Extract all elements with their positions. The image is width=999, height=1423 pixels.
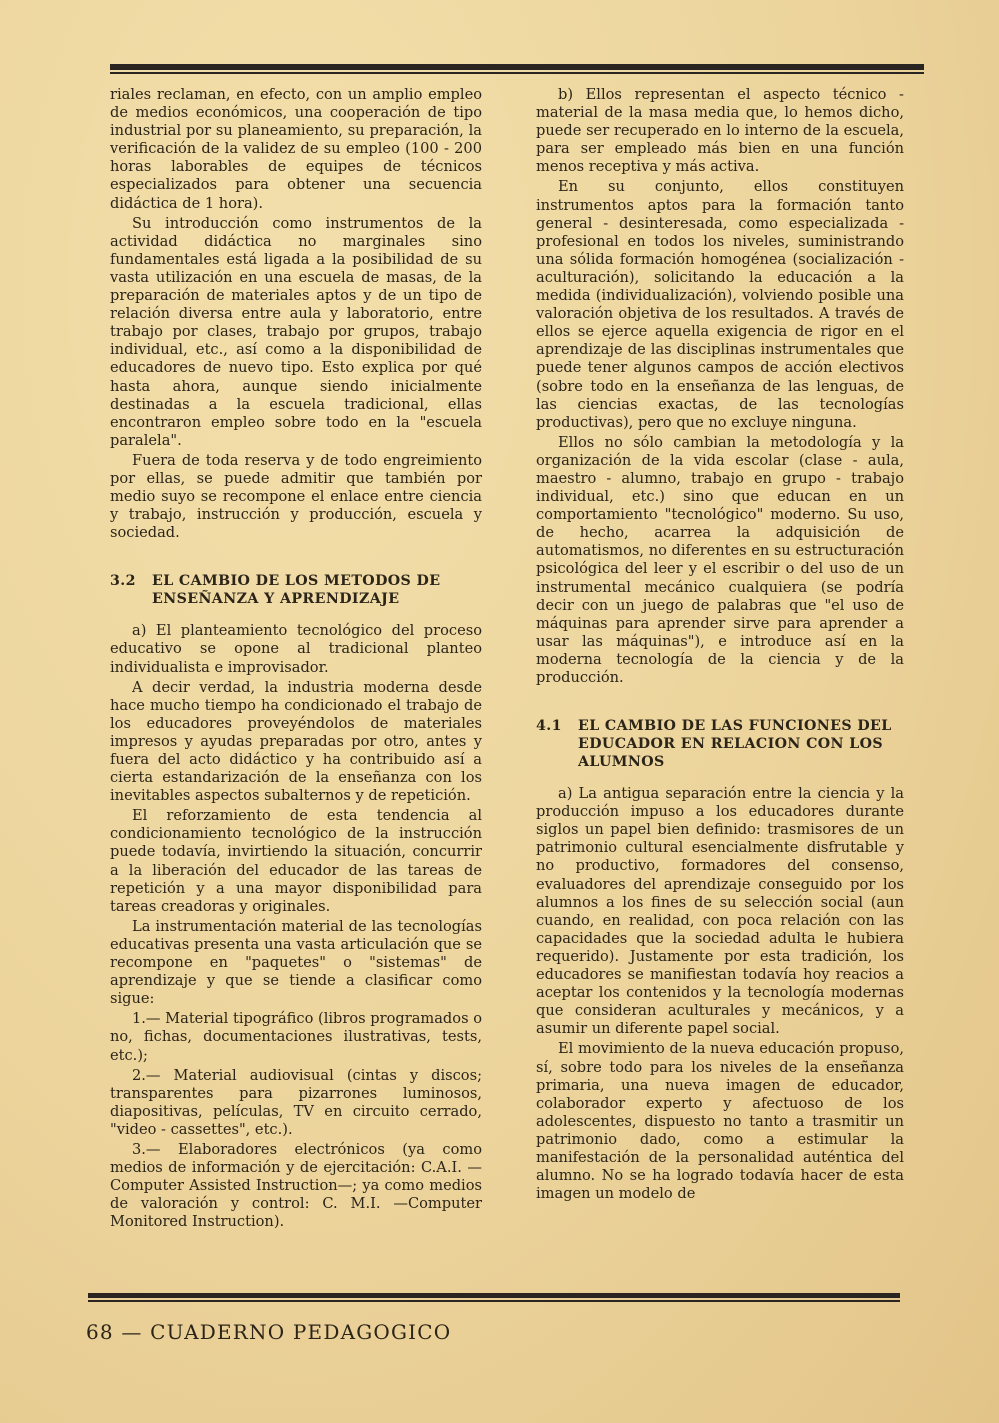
bottom-rule-thin — [88, 1300, 900, 1302]
paragraph: a) El planteamiento tecnológico del proceso educativo se opone al tradicional planteo individualista e improvisador. — [110, 622, 482, 676]
paragraph: Ellos no sólo cambian la metodología y la organización de la vida escolar (clase - aula, maestro - alumno, trabajo en grupo - trabajo individual, etc.) sino que educan en un comportamiento "tecnológico" moderno. Su uso, de hecho, acarrea la adquisición de automatismos, no diferentes en su estructuración psicológica del leer y el escribir o del uso de un instrumental mecánico cualquiera (se podría decir con un juego de palabras que "el uso de máquinas para aprender sirve para aprender a usar las máquinas"), e introduce así en la moderna tecnología de la ciencia y de la producción. — [536, 433, 904, 686]
bottom-rule — [88, 1293, 900, 1298]
paragraph: Fuera de toda reserva y de todo engreimiento por ellas, se puede admitir que también por medio suyo se recompone el enlace entre ciencia y trabajo, instrucción y producción, escuela y sociedad. — [110, 451, 482, 542]
section-heading-4-1 — [536, 717, 904, 771]
paragraph: Su introducción como instrumentos de la actividad didáctica no marginales sino fundamentales está ligada a la posibilidad de su vasta utilización en una escuela de masas, de la preparación de materiales aptos y de un tipo de relación diversa entre aula y laboratorio, entre trabajo por clases, trabajo por grupos, trabajo individual, etc., así como a la disponibilidad de educadores de nuevo tipo. Esto explica por qué hasta ahora, aunque siendo inicialmente destinadas a la escuela tradicional, ellas encontraron empleo sobre todo en la "escuela paralela". — [110, 214, 482, 449]
top-rule — [110, 64, 924, 70]
section-title: EL CAMBIO DE LAS FUNCIONES DEL EDUCADOR EN RELACION CON LOS ALUMNOS — [578, 718, 892, 771]
top-rule-thin — [110, 72, 924, 74]
page-footer: 68 — CUADERNO PEDAGOGICO — [86, 1320, 452, 1344]
section-number: 3.2 — [110, 573, 136, 590]
list-item: 2.— Material audiovisual (cintas y discos; transparentes para pizarrones luminosos, diapositivas, películas, TV en circuito cerrado, "video - cassettes", etc.). — [110, 1066, 482, 1138]
paragraph: El reforzamiento de esta tendencia al condicionamiento tecnológico de la instrucción puede todavía, invirtiendo la situación, concurrir a la liberación del educador de las tareas de repetición y a una mayor disponibilidad para tareas creadoras y originales. — [110, 807, 482, 915]
paragraph: riales reclaman, en efecto, con un amplio empleo de medios económicos, una cooperación de tipo industrial por su planeamiento, su preparación, la verificación de la validez de su empleo (100 - 200 horas laborables de equipes de técnicos especializados para obtener una secuencia didáctica de 1 hora). — [110, 86, 482, 212]
paragraph: A decir verdad, la industria moderna desde hace mucho tiempo ha condicionado el trabajo de los educadores proveyéndolos de materiales impresos y ayudas preparadas por otro, antes y fuera del acto didáctico y ha contribuido así a cierta estandarización de la enseñanza con los inevitables aspectos subalternos y de repetición. — [110, 678, 482, 805]
section-number: 4.1 — [536, 718, 562, 735]
left-column — [110, 86, 482, 1231]
paragraph: La instrumentación material de las tecnologías educativas presenta una vasta articulación que se recompone en "paquetes" o "sistemas" de aprendizaje y que se tiende a clasificar como sigue: — [110, 917, 482, 1008]
paragraph: b) Ellos representan el aspecto técnico - material de la masa media que, lo hemos dicho, puede ser recuperado en lo interno de la escuela, para ser empleado más bien en una función menos receptiva y más activa. — [536, 86, 904, 176]
section-heading-3-2 — [110, 572, 482, 608]
list-item: 3.— Elaboradores electrónicos (ya como medios de información y de ejercitación: C.A.I. —Computer Assisted Instruction—; ya como medios de valoración y control: C. M.I. —Computer Monitored Instruction). — [110, 1140, 482, 1231]
list-item: 1.— Material tipográfico (libros programados o no, fichas, documentaciones ilustrativas, tests, etc.); — [110, 1010, 482, 1064]
paragraph: a) La antigua separación entre la ciencia y la producción impuso a los educadores durante siglos un papel bien definido: trasmisores de un patrimonio cultural esencialmente disfrutable y no productivo, formadores del consenso, evaluadores del aprendizaje conseguido por los alumnos a los fines de su selección social (aun cuando, en realidad, con poca relación con las capacidades que la sociedad adulta le hubiera requerido). Justamente por esta tradición, los educadores se manifiestan todavía hoy reacios a aceptar los contenidos y la tecnología modernas que consideran aculturales y mecánicos, y a asumir un diferente papel social. — [536, 785, 904, 1038]
right-column — [536, 86, 904, 1203]
section-title: EL CAMBIO DE LOS METODOS DE ENSEÑANZA Y APRENDIZAJE — [152, 573, 441, 608]
paragraph: El movimiento de la nueva educación propuso, sí, sobre todo para los niveles de la enseñanza primaria, una nueva imagen de educador, colaborador experto y afectuoso de los adolescentes, dispuesto no tanto a trasmitir un patrimonio dado, como a estimular la manifestación de la personalidad auténtica del alumno. No se ha logrado todavía hacer de esta imagen un modelo de — [536, 1040, 904, 1203]
paragraph: En su conjunto, ellos constituyen instrumentos aptos para la formación tanto general - desinteresada, como especializada - profesional en todos los niveles, suministrando una sólida formación homogénea (socialización - aculturación), solicitando la educación a la medida (individualización), volviendo posible una valoración objetiva de los resultados. A través de ellos se ejerce aquella exigencia de rigor en el aprendizaje de las disciplinas instrumentales que puede tener algunos campos de acción electivos (sobre todo en la enseñanza de las lenguas, de las ciencias exactas, de las tecnologías productivas), pero que no excluye ninguna. — [536, 178, 904, 431]
